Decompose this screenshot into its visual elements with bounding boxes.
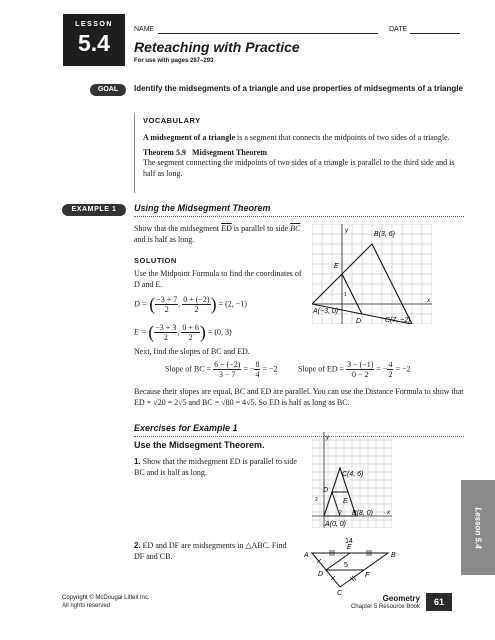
equation-e: E = ( $\frac{-3 + 3}{2}$ , $\frac{0 + 6}{2}$ ) = (0, 3)	[134, 322, 232, 342]
lesson-side-tab	[461, 480, 495, 575]
length-5-label: 5	[344, 562, 348, 569]
point-d-label: D	[318, 571, 324, 578]
point-e-label: E	[334, 263, 339, 270]
example-problem: Show that the midsegment $\overline{ED}$ is parallel to side $\overline{BC}$ and is half as long.	[134, 224, 301, 244]
point-a-label: A(0, 0)	[325, 521, 347, 528]
vocabulary-definition	[143, 132, 459, 143]
exercise-1-number: 1.	[134, 457, 141, 466]
copyright: Copyright © McDougal Littell Inc. All rights reserved	[62, 595, 150, 609]
definition-text: is a segment that connects the midpoints of two sides of a triangle.	[235, 133, 450, 142]
exercises-instruction: Use the Midsegment Theorem.	[134, 440, 265, 450]
point-d-label: D	[323, 487, 329, 494]
theorem-name: Midsegment Theorem	[191, 148, 267, 157]
x-tick-label: 2	[339, 510, 342, 516]
slope-bc-equation: Slope of BC = $\frac{6 - (-2)}{3 - 7}$ = − $\frac{8}{4}$ = −2	[165, 360, 278, 379]
segment-ed: $\overline{ED}$	[221, 224, 232, 233]
example-divider	[134, 216, 464, 217]
vocabulary-box	[134, 113, 466, 193]
lesson-box	[63, 14, 125, 66]
footer-book-title: Geometry	[382, 594, 420, 603]
page-title: Reteaching with Practice	[134, 39, 300, 55]
point-a-label: A(−3, 0)	[313, 308, 339, 315]
point-c-label: C	[337, 590, 343, 595]
example-title: Using the Midsegment Theorem	[134, 203, 271, 213]
point-f-label: F	[365, 572, 370, 579]
next-step-text: Next, find the slopes of BC and ED.	[134, 347, 250, 356]
vocabulary-heading: VOCABULARY	[143, 116, 201, 125]
point-e-label: E	[343, 498, 348, 505]
exercises-divider	[134, 436, 464, 437]
date-label: DATE	[389, 26, 408, 33]
point-b-label: B(3, 6)	[374, 231, 396, 238]
y-axis-label: y	[326, 435, 329, 441]
goal-badge: GOAL	[90, 84, 126, 96]
point-a-label: A	[304, 552, 309, 559]
exercise-2	[134, 540, 294, 562]
point-d-label: D	[356, 318, 362, 324]
x-axis-label: x	[387, 510, 390, 516]
point-c-label: C(7, −2)	[385, 317, 411, 324]
definition-term: A midsegment of a triangle	[143, 133, 235, 142]
example-badge: EXAMPLE 1	[62, 204, 126, 216]
slope-ed-equation: Slope of ED = $\frac{3 - (-1)}{0 - 2}$ = − $\frac{4}{2}$ = −2	[298, 360, 411, 379]
length-14-label: 14	[345, 538, 353, 545]
exercise-2-text: ED and DF are midsegments in △ABC. Find DF and CB.	[134, 541, 287, 561]
theorem-number: Theorem 5.9	[143, 148, 186, 157]
point-e-label: E	[347, 544, 352, 551]
example-coordinate-graph	[312, 224, 432, 324]
date-field[interactable]	[410, 33, 460, 34]
equation-d: D = ( $\frac{-3 + 7}{2}$ , $\frac{0 + (-2)}{2}$ ) = (2, −1)	[134, 294, 247, 314]
page-number: 61	[426, 593, 452, 611]
exercise-2-number: 2.	[134, 541, 141, 550]
name-label: NAME	[134, 26, 155, 33]
lesson-word: LESSON	[75, 21, 113, 28]
exercise-1	[134, 456, 299, 478]
goal-text: Identify the midsegments of a triangle and use properties of midsegments of a triangle	[134, 84, 463, 93]
theorem-text: The segment connecting the midpoints of two sides of a triangle is parallel to the third side and is half as long.	[143, 158, 455, 178]
point-b-label: B(8, 0)	[352, 510, 374, 517]
y-tick-label: 2	[315, 497, 318, 503]
y-axis-label: y	[345, 228, 348, 234]
page-subtitle: For use with pages 287–293	[134, 58, 214, 64]
lesson-number: 5.4	[78, 30, 110, 56]
segment-bc: $\overline{BC}$	[290, 224, 301, 233]
unit-label: 1	[344, 292, 347, 298]
solution-heading: SOLUTION	[134, 256, 177, 265]
side-tab-label: Lesson 5.4	[473, 506, 483, 549]
exercise-1-text: Show that the midsegment ED is parallel to side BC and is half as long.	[134, 457, 297, 477]
footer-resource: Chapter 5 Resource Book	[350, 604, 420, 610]
exercise-2-triangle	[300, 535, 410, 595]
exercise-1-graph	[312, 432, 392, 528]
exercises-title: Exercises for Example 1	[134, 423, 238, 433]
name-field[interactable]	[158, 33, 378, 34]
conclusion-text: Because their slopes are equal, BC and ED are parallel. You can use the Distance Formula to show that ED = √20 = 2√5 and BC = √80 = 4√5. So ED is half as long as BC.	[134, 387, 464, 407]
point-b-label: B	[391, 552, 396, 559]
point-c-label: C(4, 6)	[342, 471, 364, 478]
theorem-title	[143, 148, 466, 157]
solution-text: Use the Midpoint Formula to find the coordinates of D and E.	[134, 269, 302, 289]
x-axis-label: x	[427, 298, 430, 304]
